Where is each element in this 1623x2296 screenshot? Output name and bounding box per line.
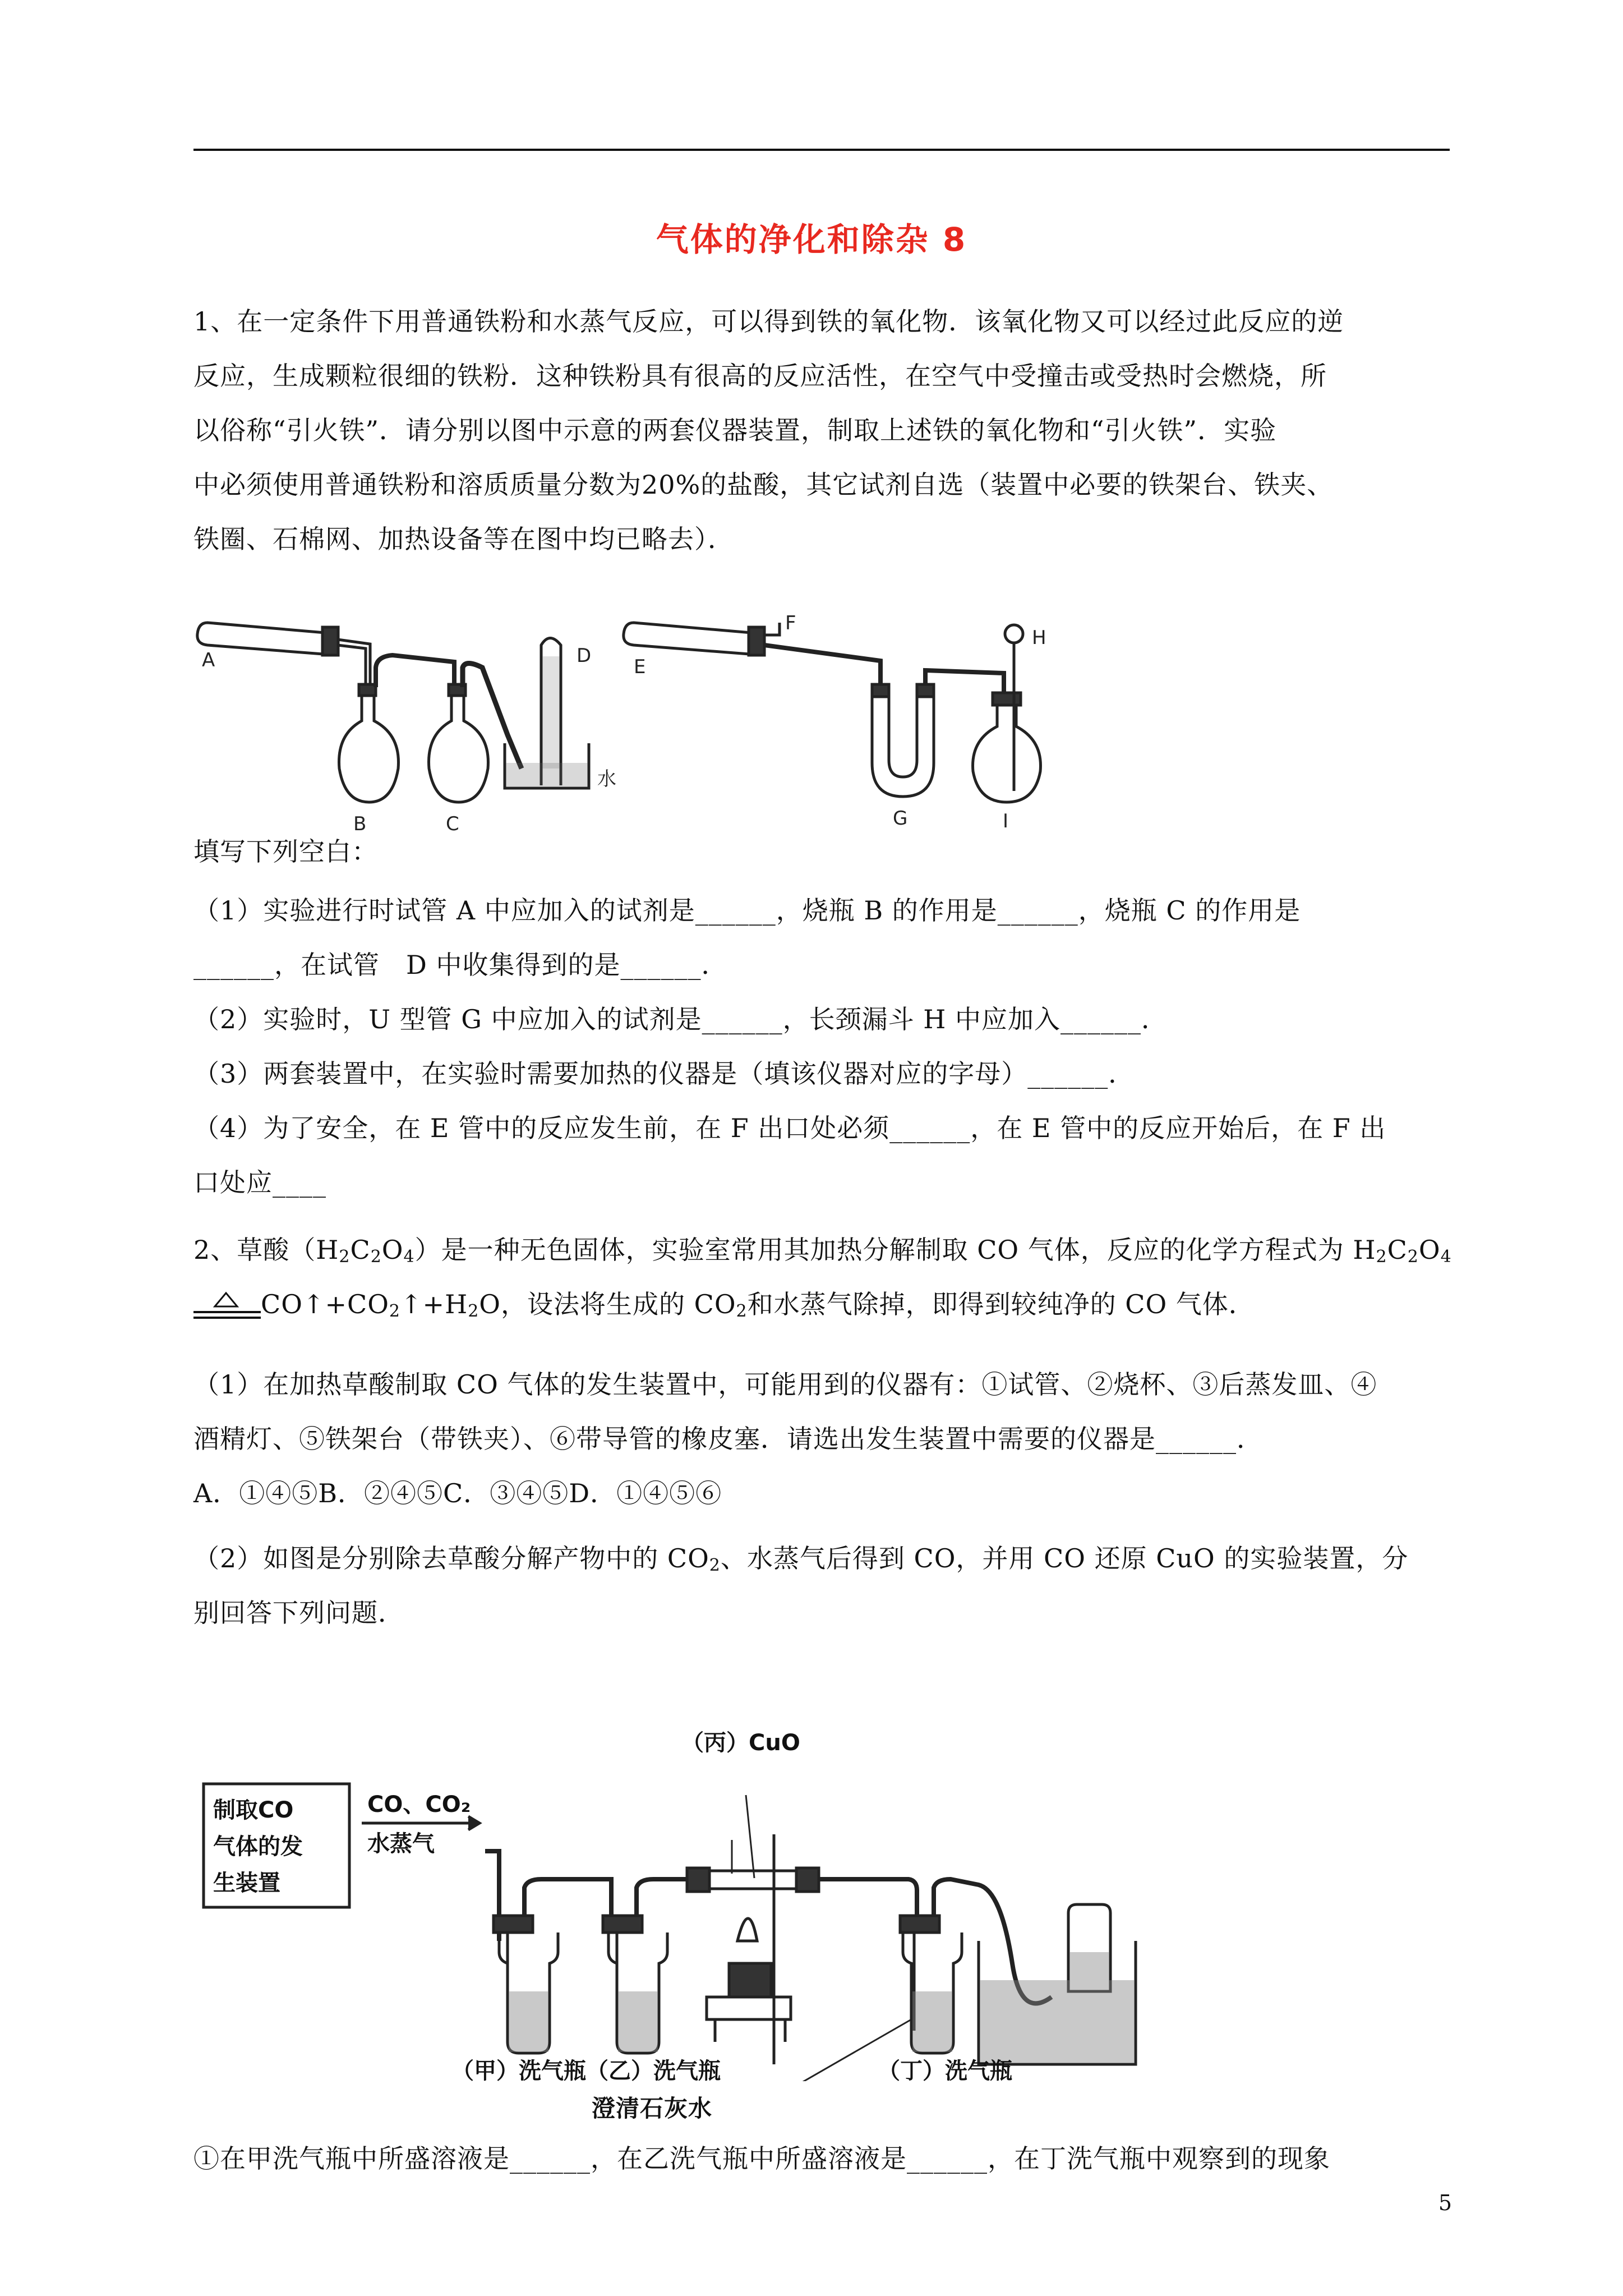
q1-sub1-line1: （1）实验进行时试管 A 中应加入的试剂是______，烧瓶 B 的作用是______，烧瓶 C 的作用是 (193, 895, 1301, 926)
q1-sub1-line2: ______，在试管 D 中收集得到的是______． (193, 950, 728, 980)
q1-apparatus-figure (191, 600, 1122, 836)
generator-label-line3: 生装置 (213, 1870, 280, 1896)
heat-equals-sign-icon (193, 1290, 261, 1323)
q1-intro-line3: 以俗称“引火铁”．请分别以图中示意的两套仪器装置，制取上述铁的氧化物和“引火铁”．实验 (193, 415, 1277, 445)
q2-apparatus-figure (193, 1728, 1472, 2081)
label-H: H (1032, 627, 1046, 649)
q2-sub1-line1: （1）在加热草酸制取 CO 气体的发生装置中，可能用到的仪器有：①试管、②烧杯、③后蒸发皿、④ (193, 1369, 1377, 1400)
q1-intro-line4: 中必须使用普通铁粉和溶质质量分数为20%的盐酸，其它试剂自选（装置中必要的铁架台、铁夹、 (193, 470, 1334, 500)
label-A: A (202, 649, 215, 671)
label-C: C (446, 813, 459, 835)
generator-label-line1: 制取CO (213, 1797, 294, 1823)
q1-fill-instruction: 填写下列空白： (193, 836, 378, 867)
label-ding-bottle: （丁）洗气瓶 (878, 2058, 1012, 2081)
gas-label-line1: CO、CO₂ (367, 1792, 471, 1818)
q2-sub2-question1: ①在甲洗气瓶中所盛溶液是______，在乙洗气瓶中所盛溶液是______，在丁洗气瓶中观察到的现象 (193, 2143, 1330, 2174)
label-water: 水 (597, 768, 616, 790)
q1-sub3: （3）两套装置中，在实验时需要加热的仪器是（填该仪器对应的字母）______． (193, 1059, 1135, 1089)
label-G: G (893, 807, 908, 830)
gas-label-line2: 水蒸气 (367, 1831, 435, 1857)
label-bing-cuo: （丙）CuO (681, 1730, 800, 1756)
q1-sub4-line2: 口处应____ (193, 1167, 326, 1198)
label-E: E (634, 656, 646, 678)
q2-intro-line2: $CO↑+CO_2↑+H_2O$，设法将生成的 $CO_2$和水蒸气除掉，即得到较纯净的 CO 气体． (193, 1277, 1455, 1338)
label-I: I (1003, 810, 1009, 832)
label-D: D (577, 645, 592, 667)
label-limewater: 澄清石灰水 (592, 2095, 713, 2122)
q2-sub2-line1: （2）如图是分别除去草酸分解产物中的 $CO_2$、水蒸气后得到 CO，并用 CO 还原 CuO 的实验装置，分 (193, 1543, 1409, 1575)
q1-sub2: （2）实验时，U 型管 G 中应加入的试剂是______，长颈漏斗 H 中应加入______． (193, 1004, 1168, 1034)
page-number: 5 (1438, 2191, 1452, 2215)
q1-intro-line1: 1、在一定条件下用普通铁粉和水蒸气反应，可以得到铁的氧化物．该氧化物又可以经过此反应的逆 (193, 306, 1344, 337)
q2-intro-line1: 2、草酸$(H_2C_2O_4)$是一种无色固体，实验室常用其加热分解制取 CO 气体，反应的化学方程式为 $H_2C_2O_4$ (193, 1235, 1452, 1267)
q2-options: A．①④⑤B．②④⑤C．③④⑤D．①④⑤⑥ (193, 1478, 722, 1508)
label-F: F (785, 612, 796, 634)
q1-intro-line5: 铁圈、石棉网、加热设备等在图中均已略去）． (193, 524, 734, 554)
header-rule (193, 149, 1450, 151)
q1-intro-line2: 反应，生成颗粒很细的铁粉．这种铁粉具有很高的反应活性，在空气中受撞击或受热时会燃烧，所 (193, 361, 1327, 391)
label-B: B (353, 813, 367, 835)
q2-sub1-line2: 酒精灯、⑤铁架台（带铁夹）、⑥带导管的橡皮塞．请选出发生装置中需要的仪器是______． (193, 1424, 1263, 1454)
label-jia-yi-bottles: （甲）洗气瓶（乙）洗气瓶 (451, 2058, 721, 2081)
q1-sub4-line1: （4）为了安全，在 E 管中的反应发生前，在 F 出口处必须______，在 E 管中的反应开始后，在 F 出 (193, 1113, 1386, 1143)
generator-label-line2: 气体的发 (213, 1834, 303, 1860)
page-title: 气体的净化和除杂 8 (656, 220, 967, 259)
q2-sub2-line2: 别回答下列问题． (193, 1598, 404, 1628)
